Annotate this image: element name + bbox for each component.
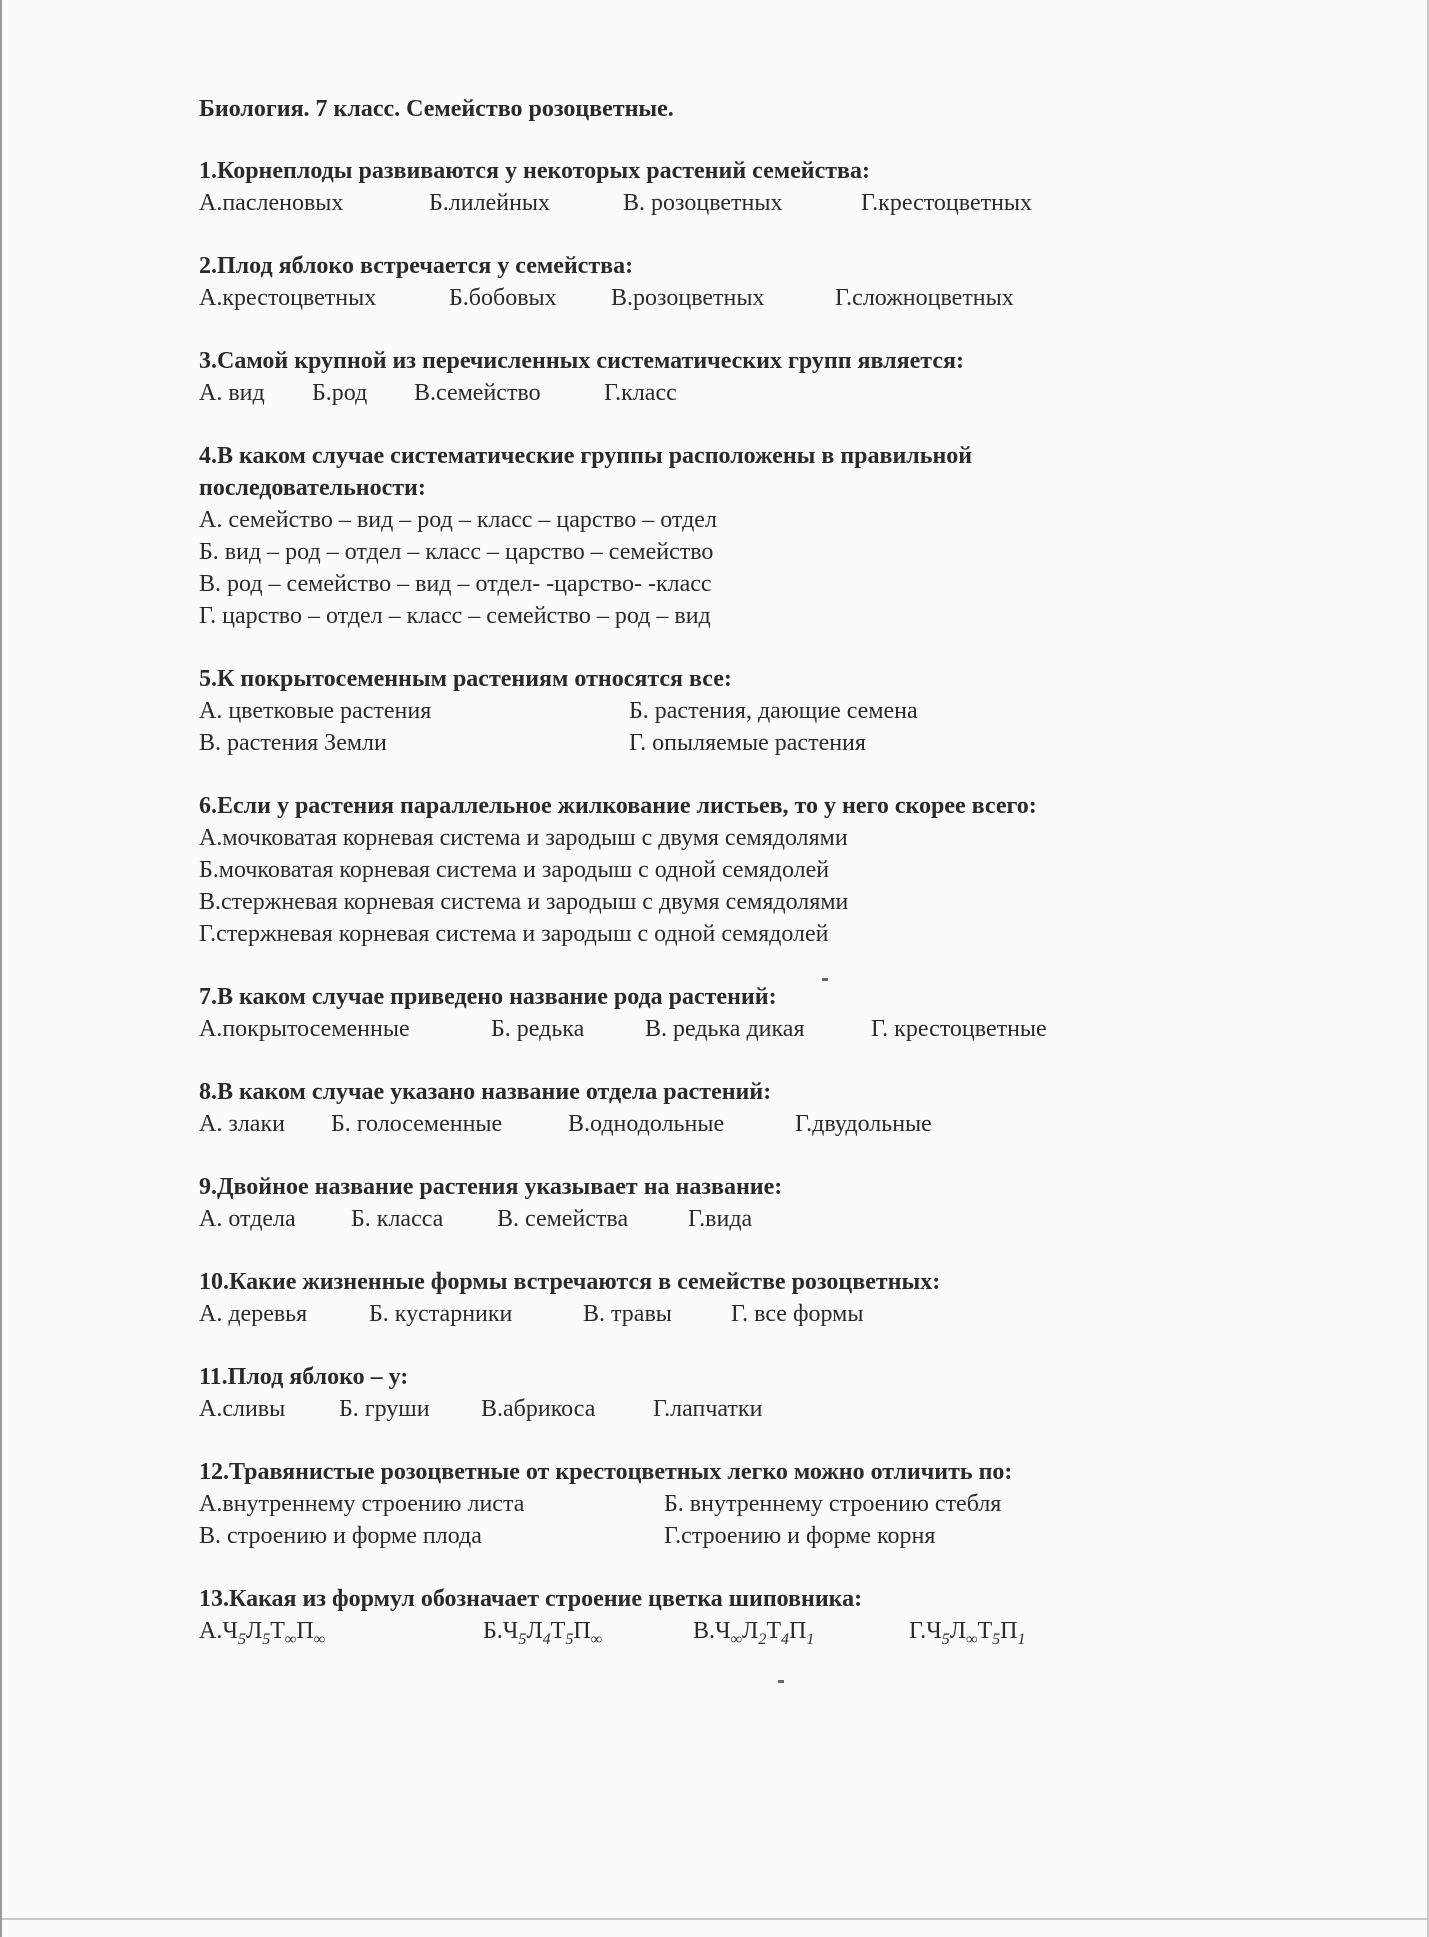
question-5 [199,663,1329,759]
formula-count: ∞ [730,1630,743,1648]
formula-count: 5 [941,1630,950,1648]
formula-count: 4 [780,1630,789,1648]
options-row [199,282,1329,314]
option-d: Г. все формы [731,1301,864,1327]
formula-count: 5 [237,1630,246,1648]
formula-symbol: Ч [926,1618,942,1644]
formula-option-c [693,1615,909,1656]
option-b: Б. класса [351,1206,444,1232]
option-a: А.мочковатая корневая система и зародыш с двумя семядолями [199,825,848,851]
option-a: А. цветковые растения [199,698,432,724]
option-d: Г.строению и форме корня [664,1523,936,1549]
option-b: Б. редька [491,1016,585,1042]
question-6 [199,790,1329,950]
formula-count: ∞ [966,1630,978,1648]
option-a: А. злаки [199,1111,285,1137]
formula-option-a [199,1615,483,1656]
formula-symbol: Т [766,1618,781,1644]
question-10 [199,1266,1329,1330]
formula-count: 2 [758,1630,767,1648]
option-d: Г. опыляемые растения [629,730,866,756]
option-c: В. растения Земли [199,730,387,756]
formula-count: 5 [565,1630,574,1648]
option-d: Г.стержневая корневая система и зародыш с одной семядолей [199,921,829,947]
options-row [199,377,1329,409]
formula-symbol: Т [550,1618,566,1644]
formula-symbol: Т [270,1618,285,1644]
option-c: В.абрикоса [481,1396,596,1422]
formula-prefix: В. [693,1618,716,1644]
options-row [199,187,1329,219]
question-text: 8.В каком случае указано название отдела растений: [199,1079,772,1105]
formula-symbol: П [296,1618,314,1644]
option-d: Г.сложноцветных [835,285,1014,311]
question-text: 5.К покрытосеменным растениям относятся все: [199,666,732,692]
formula-symbol: П [573,1618,591,1644]
question-text: 6.Если у растения параллельное жилкование листьев, то у него скорее всего: [199,793,1037,819]
formula-count: ∞ [284,1630,297,1648]
options-grid [199,695,1329,759]
document-body [199,93,1329,1687]
question-11 [199,1361,1329,1425]
option-c: В. строению и форме плода [199,1523,482,1549]
question-text: 2.Плод яблоко встречается у семейства: [199,253,634,279]
option-d: Г.двудольные [795,1111,932,1137]
option-a: А. деревья [199,1301,308,1327]
scan-speck [822,978,828,981]
formula-symbol: Л [949,1618,967,1644]
question-text: 1.Корнеплоды развиваются у некоторых растений семейства: [199,158,870,184]
option-b: Б.мочковатая корневая система и зародыш с одной семядолей [199,857,830,883]
option-b: Б. кустарники [369,1301,513,1327]
options-row [199,1298,1329,1330]
option-c: В. травы [583,1301,672,1327]
formula-symbol: П [788,1618,807,1644]
options-row [199,1393,1329,1425]
question-4 [199,440,1329,632]
option-c: В. род – семейство – вид – отдел- -царство- -класс [199,571,712,597]
formula-count: 1 [806,1630,815,1648]
option-a: А.крестоцветных [199,285,377,311]
question-text: 7.В каком случае приведено название рода растений: [199,984,777,1010]
option-c: В.семейство [414,380,541,406]
formula-symbol: Ч [502,1618,519,1644]
option-b: Б.лилейных [429,190,551,216]
formula-symbol: П [1000,1618,1018,1644]
question-text: 4.В каком случае систематические группы расположены в правильной последовательности: [199,443,973,501]
question-text: 13.Какая из формул обозначает строение цветка шиповника: [199,1586,863,1612]
option-b: Б. растения, дающие семена [629,698,918,724]
question-2 [199,250,1329,314]
formula-count: 1 [1017,1630,1026,1648]
question-text: 9.Двойное название растения указывает на название: [199,1174,783,1200]
option-d: Г.крестоцветных [861,190,1033,216]
option-c: В.стержневая корневая система и зародыш с двумя семядолями [199,889,849,915]
option-a: А. семейство – вид – род – класс – царство – отдел [199,507,717,533]
question-text: 10.Какие жизненные формы встречаются в семействе розоцветных: [199,1269,941,1295]
formula-symbol: Ч [715,1618,731,1644]
question-text: 12.Травянистые розоцветные от крестоцветных легко можно отличить по: [199,1459,1013,1485]
option-a: А.сливы [199,1396,286,1422]
formula-count: 5 [518,1630,527,1648]
option-a: А. вид [199,380,265,406]
formula-count: ∞ [313,1630,326,1648]
formula-symbol: Л [742,1618,759,1644]
formula-prefix: Б. [483,1618,503,1644]
page-title: Биология. 7 класс. Семейство розоцветные. [199,96,674,122]
option-a: А.пасленовых [199,190,344,216]
formula-option-d [909,1615,1025,1656]
option-d: Г.класс [604,380,677,406]
option-c: В. розоцветных [623,190,783,216]
option-c: В. семейства [497,1206,629,1232]
formula-symbol: Ч [222,1618,238,1644]
formula-symbol: Т [977,1618,993,1644]
question-text: 11.Плод яблоко – у: [199,1364,409,1390]
option-a: А.внутреннему строению листа [199,1491,525,1517]
question-9 [199,1171,1329,1235]
question-13 [199,1583,1329,1656]
option-d: Г. крестоцветные [871,1016,1047,1042]
option-b: Б. внутреннему строению стебля [664,1491,1002,1517]
formula-options [199,1615,1329,1656]
question-3 [199,345,1329,409]
question-8 [199,1076,1329,1140]
options-row [199,1013,1329,1045]
option-c: В.розоцветных [611,285,765,311]
question-1 [199,155,1329,219]
options-row [199,1203,1329,1235]
option-b: Б. груши [339,1396,430,1422]
question-12 [199,1456,1329,1552]
formula-prefix: А. [199,1618,223,1644]
question-text: 3.Самой крупной из перечисленных систематических групп является: [199,348,964,374]
option-d: Г.вида [688,1206,753,1232]
option-c: В.однодольные [568,1111,725,1137]
option-c: В. редька дикая [645,1016,805,1042]
formula-symbol: Л [526,1618,543,1644]
scan-speck [778,1680,784,1683]
option-a: А. отдела [199,1206,296,1232]
options-row [199,1108,1329,1140]
scan-edge-line [2,1918,1429,1920]
formula-count: 4 [542,1630,551,1648]
option-b: Б. голосеменные [331,1111,503,1137]
option-b: Б.род [312,380,368,406]
options-grid [199,1488,1329,1552]
option-b: Б. вид – род – отдел – класс – царство – семейство [199,539,714,565]
formula-count: 5 [262,1630,271,1648]
option-a: А.покрытосеменные [199,1016,410,1042]
formula-prefix: Г. [909,1618,927,1644]
option-d: Г.лапчатки [653,1396,763,1422]
formula-count: 5 [992,1630,1001,1648]
option-d: Г. царство – отдел – класс – семейство – род – вид [199,603,711,629]
question-7 [199,981,1329,1045]
option-b: Б.бобовых [449,285,557,311]
formula-symbol: Л [245,1618,263,1644]
formula-option-b [483,1615,693,1656]
formula-count: ∞ [590,1630,603,1648]
